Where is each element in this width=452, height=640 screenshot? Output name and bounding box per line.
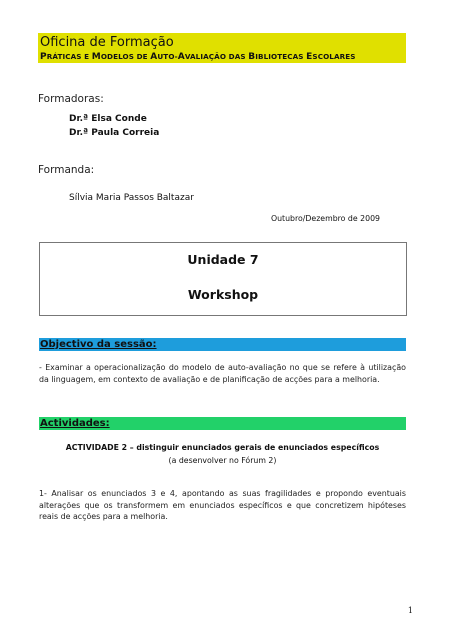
date-range: Outubro/Dezembro de 2009 xyxy=(270,214,380,223)
trainer-name-1: Dr.ª Elsa Conde xyxy=(69,114,147,124)
unit-title: Unidade 7 xyxy=(187,252,259,267)
subtitle-part: AVALIAÇÃO DAS xyxy=(177,52,249,62)
subtitle-part: MODELOS DE xyxy=(91,52,151,62)
course-subtitle xyxy=(40,52,356,62)
subtitle-part: ESCOLARES xyxy=(306,52,356,62)
activity-title: ACTIVIDADE 2 – distinguir enunciados gerais de enunciados específicos xyxy=(65,443,380,452)
subtitle-part: PRÁTICAS E xyxy=(40,52,92,62)
activity-text: 1- Analisar os enunciados 3 e 4, apontando as suas fragilidades e propondo eventuais alterações que os transformem em enunciados específicos e que concretizem hipóteses reais de acções para a melhoria. xyxy=(39,489,406,522)
objective-text: - Examinar a operacionalização do modelo de auto-avaliação no que se refere à utilização da linguagem, em contexto de avaliação e de planificação de acções para a melhoria. xyxy=(39,363,406,384)
trainer-name-2: Dr.ª Paula Correia xyxy=(69,128,160,138)
page-number: 1 xyxy=(407,606,413,615)
subtitle-part: BIBLIOTECAS xyxy=(248,52,307,62)
activities-heading-bar xyxy=(39,417,406,430)
objective-heading: Objectivo da sessão: xyxy=(40,339,157,350)
activity-subtitle: (a desenvolver no Fórum 2) xyxy=(168,456,277,465)
trainee-label: Formanda: xyxy=(38,164,95,176)
unit-box xyxy=(39,242,407,316)
trainers-label: Formadoras: xyxy=(38,93,104,105)
activities-heading: Actividades: xyxy=(40,418,110,429)
header-banner xyxy=(38,33,406,63)
unit-subtitle: Workshop xyxy=(187,287,259,302)
objective-heading-bar xyxy=(39,338,406,351)
subtitle-part: AUTO- xyxy=(150,52,178,62)
trainee-name: Sílvia Maria Passos Baltazar xyxy=(69,193,194,203)
course-title: Oficina de Formação xyxy=(40,35,174,50)
